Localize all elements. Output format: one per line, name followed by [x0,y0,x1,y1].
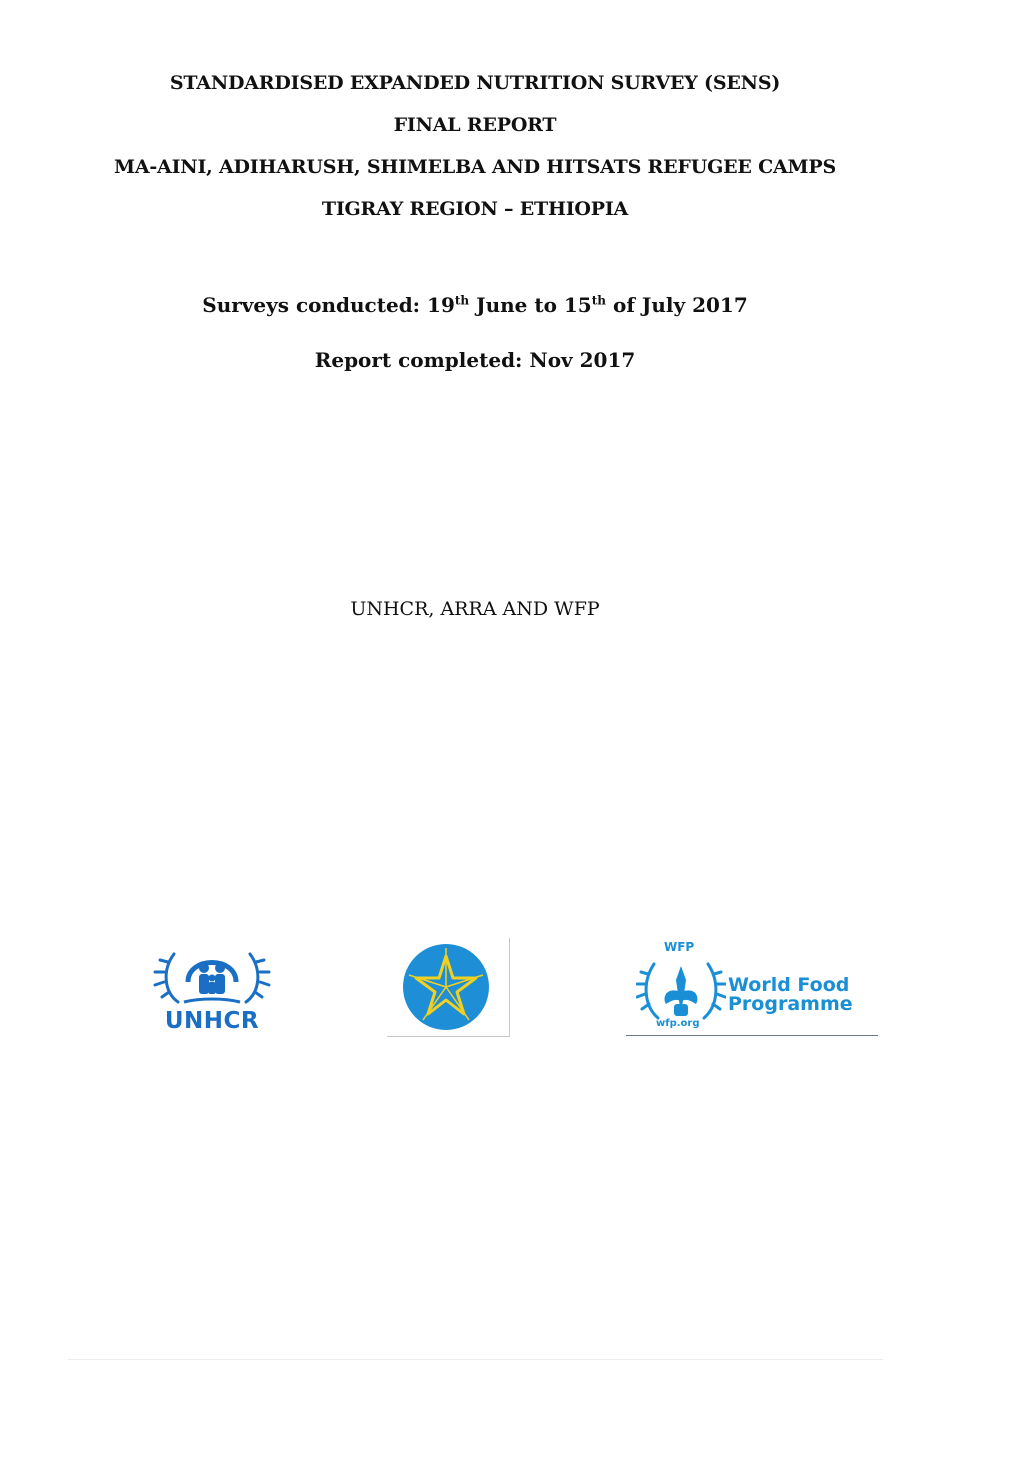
wfp-top-text: WFP [664,940,695,954]
title-line-4: TIGRAY REGION – ETHIOPIA [321,198,629,220]
survey-dates-sup-1: th [454,293,470,308]
wfp-wordmark-line-2: Programme [728,993,853,1015]
wfp-logo [626,938,878,1036]
footer-divider [68,1359,883,1360]
survey-dates-sup-2: th [591,293,607,308]
wfp-url: wfp.org [656,1018,700,1029]
title-line-3: MA-AINI, ADIHARUSH, SHIMELBA AND HITSATS REFUGEE CAMPS [114,156,836,178]
unhcr-logo [148,938,276,1038]
ethiopia-emblem-icon [387,938,510,1037]
unhcr-laurel-icon [148,938,276,1010]
title-line-1: STANDARDISED EXPANDED NUTRITION SURVEY (SENS) [169,72,781,94]
title-line-2: FINAL REPORT [393,114,557,136]
report-completed: Report completed: Nov 2017 [314,348,636,372]
survey-dates [70,295,880,315]
ethiopia-emblem-logo [387,938,510,1037]
survey-dates-suffix: of July 2017 [606,293,748,317]
wfp-wordmark-line-1: World Food [728,974,850,996]
unhcr-wordmark: UNHCR [164,1008,260,1034]
survey-dates-prefix: Surveys conducted: 19 [202,293,455,317]
survey-dates-middle: June to 15 [469,293,592,317]
organizations: UNHCR, ARRA AND WFP [350,598,600,620]
wfp-wordmark [728,976,853,1014]
